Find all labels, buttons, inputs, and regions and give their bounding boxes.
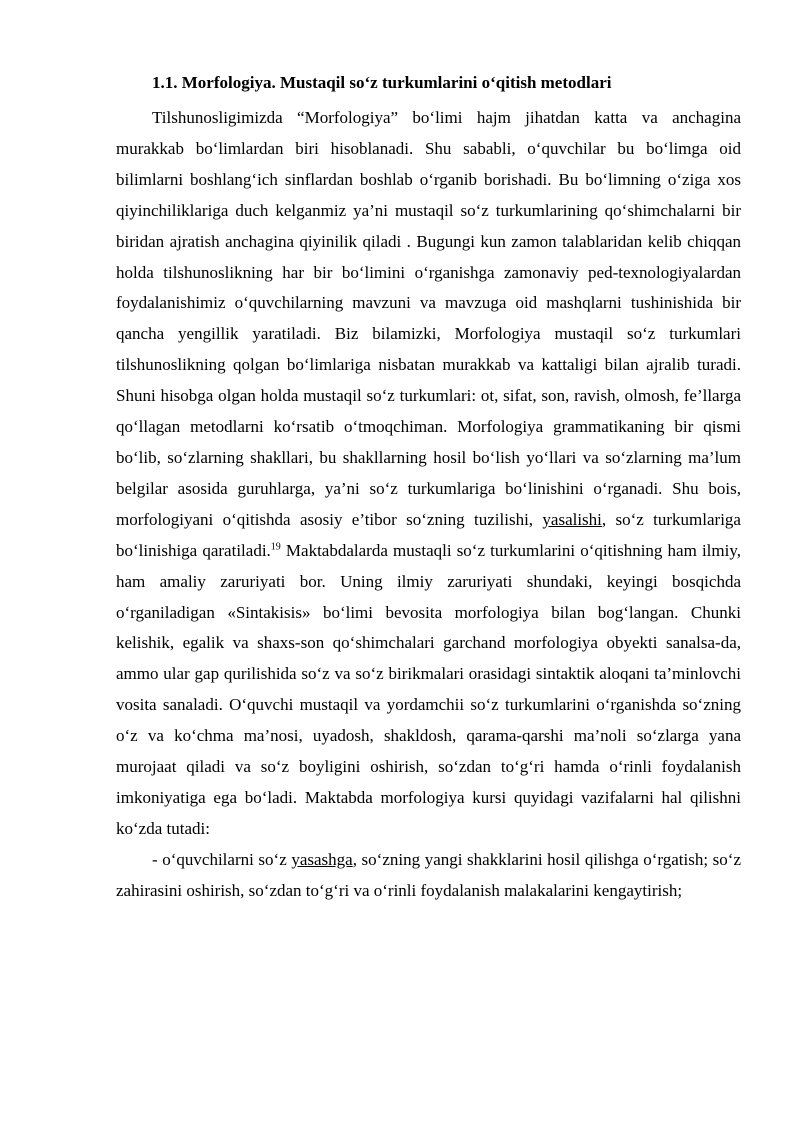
underlined-word-yasalishi: yasalishi bbox=[542, 509, 602, 529]
paragraph-1 bbox=[116, 103, 741, 845]
paragraph-1-text-b: , so‘z turkumlariga bo‘linishiga qaratiladi. bbox=[116, 509, 741, 560]
paragraph-1-text-c: Maktabdalarda mustaqli so‘z turkumlarini o‘qitishning ham ilmiy, ham amaliy zaruriyati bor. Uning ilmiy zaruriyati shundaki, keyingi bosqichda o‘rganiladigan «Sintakisis» bo‘limi bevosita morfologiya bilan bog‘langan. Chunki kelishik, egalik va shaxs-son qo‘shimchalari garchand morfologiya obyekti sanalsa-da, ammo ular gap qurilishida so‘z va so‘z birikmalari orasidagi sintaktik aloqani ta’minlovchi vosita sanaladi. O‘quvchi mustaqil va yordamchii so‘z turkumlarini o‘rganishda so‘zning o‘z va ko‘chma ma’nosi, uyadosh, shakldosh, qarama-qarshi ma’noli so‘zlarga yana murojaat qiladi va so‘z boyligini oshirish, so‘zdan to‘g‘ri hamda o‘rinli foydalanish imkoniyatiga ega bo‘ladi. Maktabda morfologiya kursi quyidagi vazifalarni hal qilishni ko‘zda tutadi: bbox=[116, 540, 741, 838]
footnote-marker: 19 bbox=[270, 541, 281, 553]
paragraph-2-text-a: - o‘quvchilarni so‘z bbox=[152, 849, 292, 869]
underlined-word-yasashga: yasashga bbox=[291, 849, 353, 869]
section-heading: 1.1. Morfologiya. Mustaqil so‘z turkumlarini o‘qitish metodlari bbox=[152, 73, 612, 92]
body-text bbox=[116, 103, 741, 907]
paragraph-2-text-b: , so‘zning yangi shakklarini hosil qilishga o‘rgatish; so‘z zahirasini oshirish, so‘zdan to‘g‘ri va o‘rinli foydalanish malakalarini kengaytirish; bbox=[116, 849, 741, 900]
paragraph-2 bbox=[116, 845, 741, 907]
paragraph-1-text-a: Tilshunosligimizda “Morfologiya” bo‘limi hajm jihatdan katta va anchagina murakkab bo‘limlardan biri hisoblanadi. Shu sababli, o‘quvchilar bu bo‘limga oid bilimlarni boshlang‘ich sinflardan boshlab o‘rganib borishadi. Bu bo‘limning o‘ziga xos qiyinchiliklariga duch kelganmiz ya’ni mustaqil so‘z turkumlarining qo‘shimchalarni bir biridan ajratish anchagina qiyinilik qiladi . Bugungi kun zamon talablaridan kelib chiqqan holda tilshunoslikning har bir bo‘limini o‘rganishga zamonaviy ped-texnologiyalardan foydalanishimiz o‘quvchilarning mavzuni va mavzuga oid mashqlarni tushinishida bir qancha yengillik yaratiladi. Biz bilamizki, Morfologiya mustaqil so‘z turkumlari tilshunoslikning qolgan bo‘limlariga nisbatan murakkab va kattaligi bilan ajralib turadi. Shuni hisobga olgan holda mustaqil so‘z turkumlari: ot, sifat, son, ravish, olmosh, fe’llarga qo‘llagan metodlarni ko‘rsatib o‘tmoqchiman. Morfologiya grammatikaning bir qismi bo‘lib, so‘zlarning shakllari, bu shakllarning hosil bo‘lish yo‘llari va so‘zlarning ma’lum belgilar asosida guruhlarga, ya’ni so‘z turkumlariga bo‘linishini o‘rganadi. Shu bois, morfologiyani o‘qitishda asosiy e’tibor so‘zning tuzilishi, bbox=[116, 108, 741, 529]
